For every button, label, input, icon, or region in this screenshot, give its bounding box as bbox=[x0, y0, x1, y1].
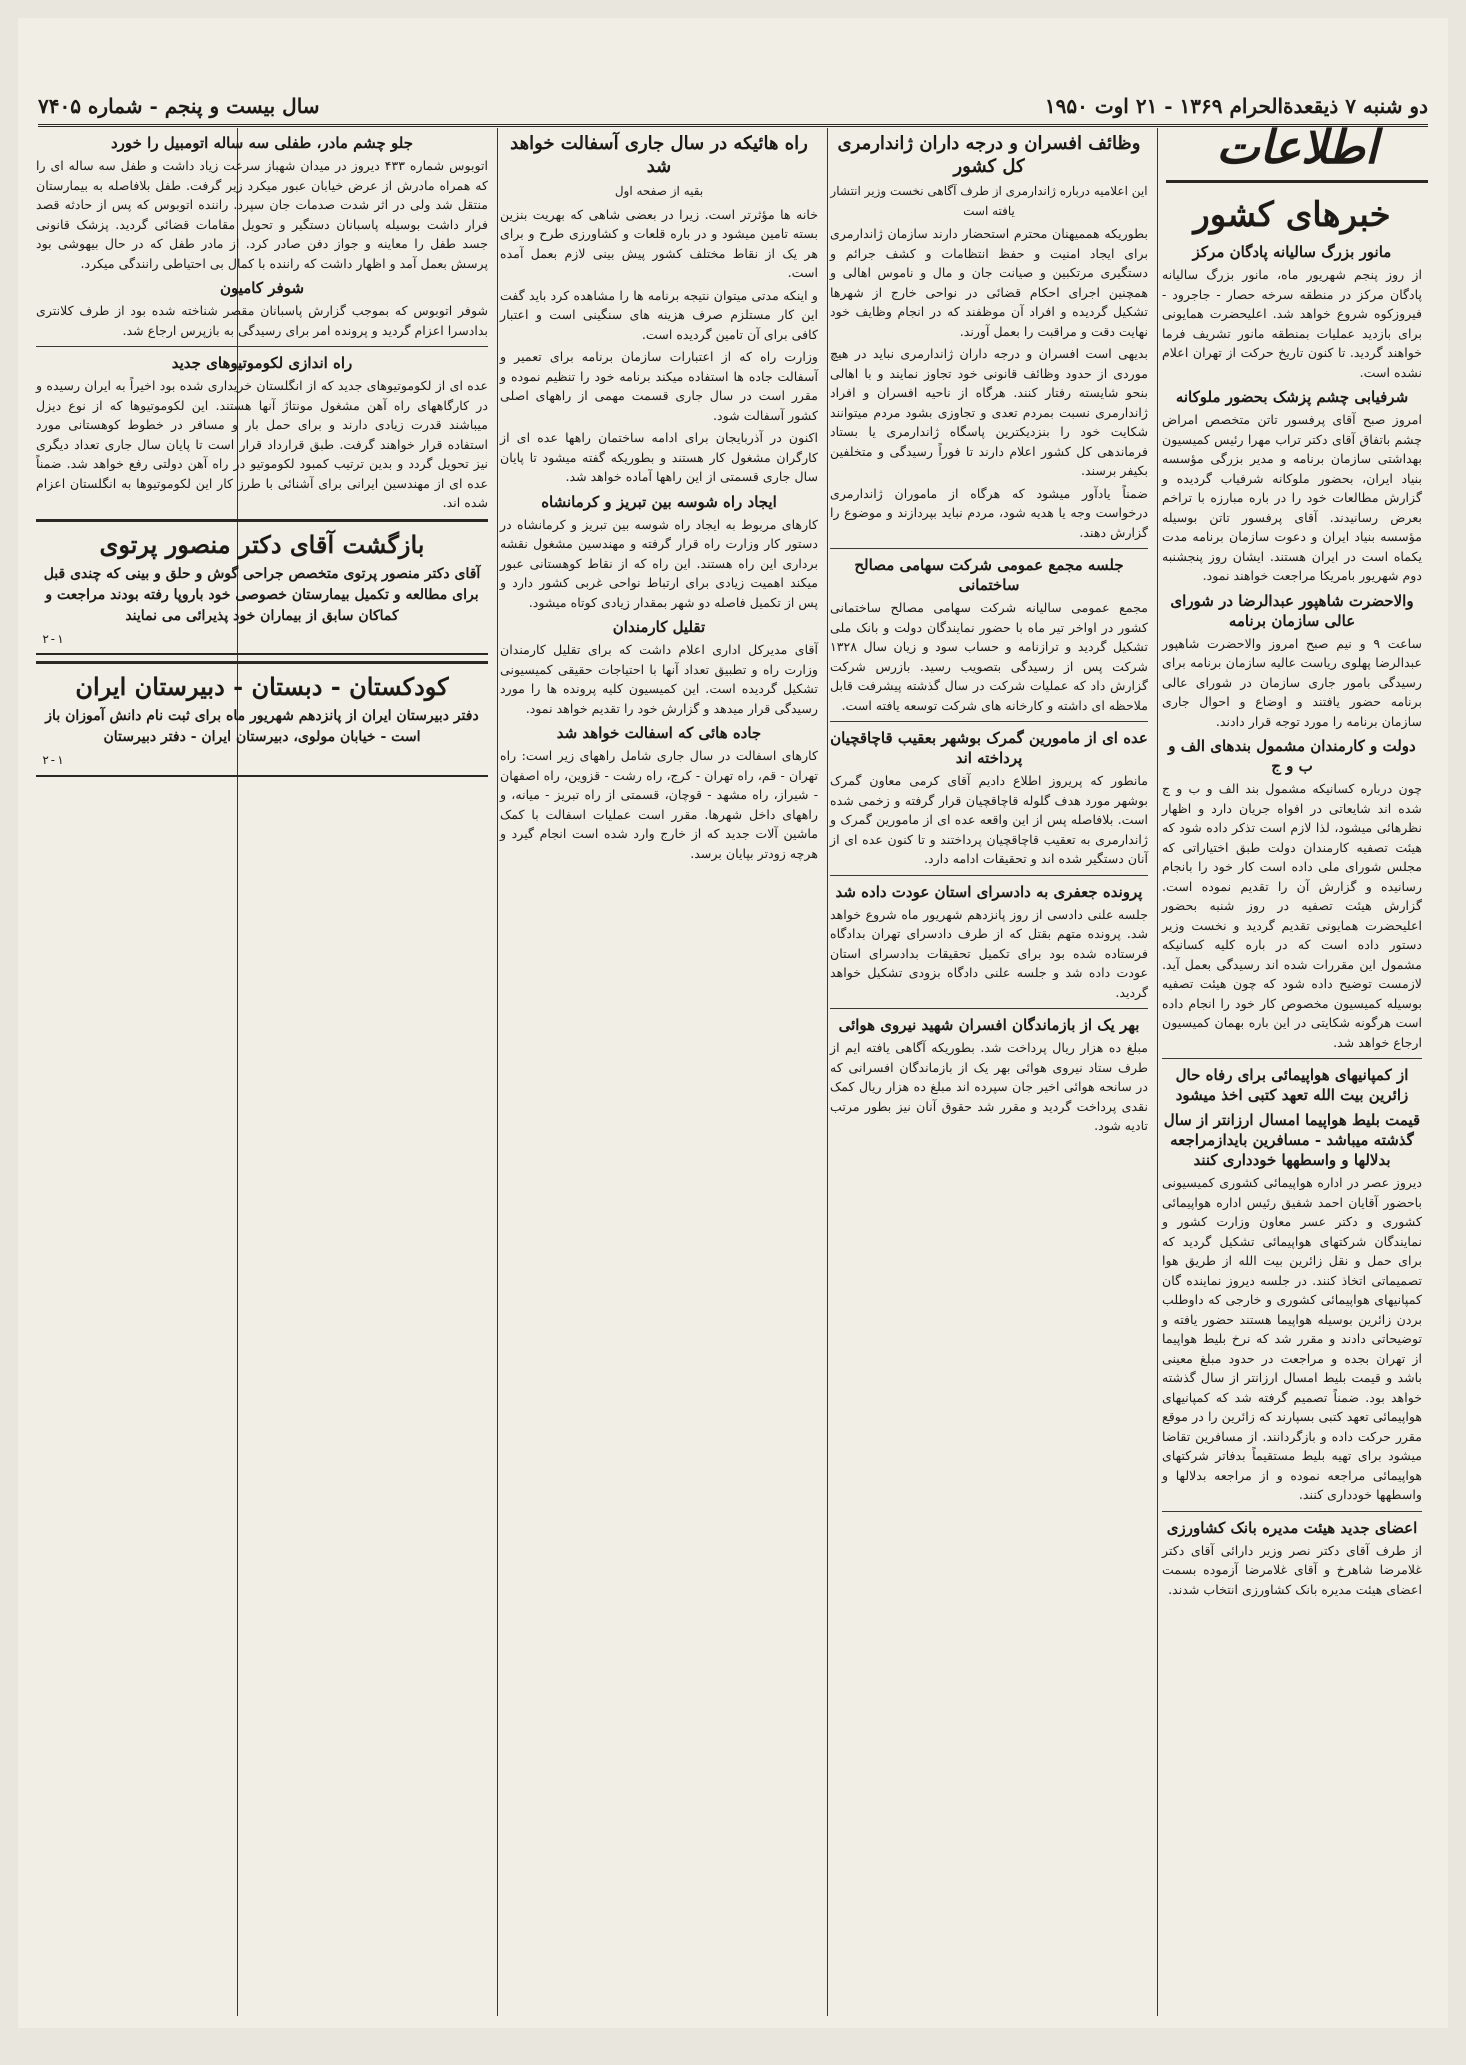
divider bbox=[830, 1008, 1148, 1009]
issue-volume: سال بیست و پنجم - شماره ۷۴۰۵ bbox=[38, 94, 320, 118]
article-title: تقلیل کارمندان bbox=[612, 618, 706, 636]
column-news bbox=[1158, 188, 1426, 2016]
article-paragraph: خانه ها مؤثرتر است. زیرا در بعضی شاهی که بهریت بنزین بسته تامین میشود و در باره قلعات و کشاورزی طرح و برای هر یک از نقاط مختلف کشور پیش بینی لازم بعمل آمده است. bbox=[500, 206, 818, 280]
issue-date: دو شنبه ۷ ذیقعدةالحرام ۱۳۶۹ - ۲۱ اوت ۱۹۵۰ bbox=[1044, 94, 1428, 118]
article-title: مانور بزرگ سالیانه پادگان مرکز bbox=[1192, 243, 1392, 261]
section-heading: خبرهای کشور bbox=[1193, 195, 1391, 235]
article-title: والاحضرت شاهپور عبدالرضا در شورای عالی سازمان برنامه bbox=[1170, 591, 1414, 630]
article-title: جلسه مجمع عمومی شرکت سهامی مصالح ساختمانی bbox=[854, 556, 1124, 594]
article-body: ساعت ۹ و نیم صبح امروز والاحضرت شاهپور عبدالرضا پهلوی ریاست عالیه سازمان برنامه برای رسیدگی بامور جاری سازمان در شورای عالی برنامه حضور یافتند و اوضاع و احوال جاری سازمان برنامه را مورد توجه قرار دادند. bbox=[1162, 635, 1422, 729]
article-body: مبلغ ده هزار ریال پرداخت شد. بطوریکه آگاهی یافته ایم از طرف ستاد نیروی هوائی بهر یک از بازماندگان افسرانی که در سانحه هوائی اخیر جان سپرده اند مبلغ ده هزار ریال کمک نقدی پرداخت گردید و مقرر شد حقوق آنان نیز بطور مرتب تادیه شود. bbox=[830, 1040, 1148, 1133]
article-title: شرفیابی چشم پزشک بحضور ملوکانه bbox=[1175, 388, 1409, 406]
ad-code: ۲-۱ bbox=[42, 753, 64, 767]
divider bbox=[830, 875, 1148, 876]
advertisement-box bbox=[36, 661, 488, 777]
divider bbox=[830, 548, 1148, 549]
ad-body: آقای دکتر منصور پرتوی متخصص جراحی گوش و حلق و بینی که چندی قبل برای مطالعه و تکمیل بیمارستان خصوصی خود باروپا رفته بودند مراجعت و کماکان سابق از بیماران خود پذیرائی می نمایند bbox=[43, 565, 481, 624]
ad-body: دفتر دبیرستان ایران از پانزدهم شهریور ماه برای ثبت نام دانش آموزان باز است - خیابان مولوی، دبیرستان ایران - دفتر دبیرستان bbox=[45, 708, 479, 745]
article-body: آقای مدیرکل اداری اعلام داشت که برای تقلیل کارمندان وزارت راه و تطبیق تعداد آنها با احتیاجات حقیقی کمیسیونی تشکیل گردیده است. این کمیسیون کلیه پرونده ها را مورد رسیدگی قرار میدهد و گزارش خود را تقدیم خواهد نمود. bbox=[500, 642, 818, 716]
article-paragraph: بدیهی است افسران و درجه داران ژاندارمری نباید در هیچ موردی از حدود وظائف قانونی خود تجاوز نمایند و با اهالی بنحو شایسته رفتار کنند. هرگاه از ناحیه افسران و افراد ژاندارمری نسبت بمردم تعدی و تجاوزی بشود مردم میتوانند شکایت خود را بنزدیکترین پاسگاه ژاندارمری یا بستاد فرماندهی کل کشور اعلام دارند تا فوراً رسیدگی و متخلفین بکیفر برسند. bbox=[830, 346, 1148, 478]
article-headline: راه هائیکه در سال جاری آسفالت خواهد شد bbox=[510, 133, 808, 177]
article-subheading: این اعلامیه درباره ژاندارمری از طرف آگاهی نخست وزیر انتشار یافته است bbox=[830, 184, 1148, 218]
article-body: دیروز عصر در اداره هواپیمائی کشوری کمیسیونی باحضور آقایان احمد شفیق رئیس اداره هواپیمائی کشوری و دکتر عسر معاون وزارت کشور و نمایندگان شرکتهای هواپیمائی تشکیل گردید که برای حمل و نقل زائرین بیت الله از طریق هوا تصمیماتی اتخاذ کنند. در جلسه دیروز نماینده گان کمپانیهای هواپیمائی کشوری و خارجی که داوطلب بردن زائرین بوسیله هواپیما هستند حضور یافته و توضیحاتی دادند و مقرر شد که نرخ بلیط هواپیما از تهران بجده و مراجعت در حدود مبلغ معینی باشد و قیمت بلیط امسال ارزانتر از سال گذشته خواهد بود. ضمناً تصمیم گرفته شد که کمپانیهای هواپیمائی تعهد کتبی بسپارند که زائرین را در موقع مقرر حرکت داده و بازگردانند. از مسافرین تقاضا میشود برای تهیه بلیط مستقیماً بدفاتر شرکتهای هواپیمائی مراجعه نموده و از مراجعه بدلالها و واسطهها خودداری کنند. bbox=[1162, 1175, 1422, 1502]
article-paragraph: وزارت راه که از اعتبارات سازمان برنامه برای تعمیر و آسفالت جاده ها استفاده میکند برنامه خود را تنظیم نموده و مقرر است در سال جاری قسمت مهمی از راههای اصلی کشور آسفالت شود. bbox=[500, 349, 818, 423]
article-body: مانطور که پریروز اطلاع دادیم آقای کرمی معاون گمرک بوشهر مورد هدف گلوله قاچاقچیان قرار گرفته و زخمی شده است. بلافاصله پس از این واقعه عده ای از مامورین گمرک و ژاندارمری به تعقیب قاچاقچیان پرداختند و تا کنون عده ای از آنان دستگیر شده اند و تحقیقات ادامه دارد. bbox=[830, 773, 1148, 866]
column-roads bbox=[496, 128, 822, 2016]
article-title: پرونده جعفری به دادسرای استان عودت داده شد bbox=[835, 882, 1143, 901]
article-title: دولت و کارمندان مشمول بندهای الف و ب و ج bbox=[1168, 737, 1416, 775]
article-title: راه اندازی لکوموتیوهای جدید bbox=[171, 354, 353, 372]
ad-title: بازگشت آقای دکتر منصور پرتوی bbox=[99, 529, 425, 559]
column-gendarmerie bbox=[826, 128, 1152, 2016]
divider bbox=[36, 346, 488, 347]
article-title: شوفر کامیون bbox=[219, 279, 305, 297]
article-body: کارهای مربوط به ایجاد راه شوسه بین تبریز و کرمانشاه در دستور کار وزارت راه قرار گرفته و مهندسین مشغول نقشه برداری این راه هستند. این راه که از نقاط کوهستانی عبور میکند اهمیت زیادی برای ارتباط نواحی غربی کشور دارد و پس از تکمیل فاصله دو شهر بمقدار زیادی کوتاه میشود. bbox=[500, 516, 818, 610]
article-body: کارهای اسفالت در سال جاری شامل راههای زیر است: راه تهران - قم، راه تهران - کرج، راه رشت - قزوین، راه اصفهان - شیراز، راه مشهد - قوچان، قسمتی از راه تبریز - میانه، و راههای داخل شهرها. مقرر است عملیات اسفالت با کمک ماشین آلات جدید که از خارج وارد شده است انجام گیرد و هرچه زودتر بپایان برسد. bbox=[500, 748, 818, 861]
article-headline: قیمت بلیط هواپیما امسال ارزانتر از سال گذشته میباشد - مسافرین بایدازمراجعه بدلالها و واسطهها خودداری کنند bbox=[1163, 1111, 1421, 1169]
newspaper-masthead: اطلاعات bbox=[1166, 114, 1428, 183]
article-body: جلسه علنی دادسی از روز پانزدهم شهریور ماه شروع خواهد شد. پرونده متهم بقتل که از طرف دادسرای تهران بدادگاه فرستاده شده بود برای تکمیل تحقیقات بدادسرای استان عودت داده شد و جلسه علنی دادگاه بزودی تشکیل خواهد گردید. bbox=[830, 906, 1148, 1000]
continued-note: بقیه از صفحه اول bbox=[614, 184, 704, 198]
ad-code: ۲-۱ bbox=[42, 631, 64, 646]
ad-title: کودکستان - دبستان - دبیرستان ایران bbox=[75, 672, 449, 701]
article-body: مجمع عمومی سالیانه شرکت سهامی مصالح ساختمانی کشور در اواخر تیر ماه با حضور نمایندگان دولت و بانک ملی تشکیل گردید و ترازنامه و حساب سود و زیان سال ۱۳۲۸ شرکت پس از رسیدگی بتصویب رسید. بازرس شرکت گزارش داد که عملیات شرکت در سال گذشته پیشرفت قابل ملاحظه ای داشته و کارخانه های شرکت توسعه یافته است. bbox=[830, 600, 1148, 713]
article-paragraph: ضمناً یادآور میشود که هرگاه از ماموران ژاندارمری درخواست وجه یا هدیه شود، مردم نباید بپردازند و موضوع را گزارش دهند. bbox=[830, 485, 1148, 540]
article-title: بهر یک از بازماندگان افسران شهید نیروی هوائی bbox=[838, 1016, 1140, 1034]
article-body: از روز پنجم شهریور ماه، مانور بزرگ سالیانه پادگان مرکز در منطقه سرخه حصار - جاجرود - فیروزکوه شروع خواهد شد. اعلیحضرت همایونی برای بازدید عملیات بمنطقه مانور تشریف فرما خواهند گردید. تا کنون تاریخ حرکت از تهران اعلام نشده است. bbox=[1162, 267, 1422, 380]
divider bbox=[1162, 1511, 1422, 1512]
article-body: از طرف آقای دکتر نصر وزیر دارائی آقای دکتر غلامرضا شاهرخ و آقای غلامرضا آزموده بسمت اعضای هیئت مدیره بانک کشاورزی انتخاب شدند. bbox=[1162, 1542, 1422, 1597]
article-paragraph: اکنون در آذربایجان برای ادامه ساختمان راهها عده ای از کارگران مشغول کار هستند و بطوریکه گفته میشود تا پایان سال جاری قسمتی از این راهها آماده خواهد شد. bbox=[500, 430, 818, 484]
article-title: ایجاد راه شوسه بین تبریز و کرمانشاه bbox=[541, 492, 777, 511]
article-title: جاده هائی که اسفالت خواهد شد bbox=[556, 724, 762, 742]
column-misc bbox=[32, 128, 492, 2016]
article-title: عده ای از مامورین گمرک بوشهر بعقیب قاچاقچیان پرداخته اند bbox=[830, 729, 1148, 767]
article-body: چون درباره کسانیکه مشمول بند الف و ب و ج شده اند شایعاتی در افواه جریان دارد و اظهار نظرهائی میشود، لذا لازم است تذکر داده شود که هیئت تصفیه کارمندان دولت طبق اختیاراتی که مجلس شورای ملی داده است کار خود را بانجام رسانیده و گزارش آن را تقدیم نموده است. گزارش هیئت تصفیه در روز شنبه بحضور اعلیحضرت همایونی تقدیم گردید و نخست وزیر دستور داده است که در باره کلیه کسانیکه مشمول این مقررات شده اند رسیدگی بعمل آید. لازمست توضیح داده شود که چون هیئت تصفیه بوسیله کمیسیون مخصوص کار خود را انجام داده است هرگونه شکایتی در این باره بهمان کمیسیون ارجاع خواهد شد. bbox=[1162, 781, 1422, 1050]
newspaper-page bbox=[18, 18, 1448, 2028]
article-body: عده ای از لکوموتیوهای جدید که از انگلستان خریداری شده بود اخیراً به ایران رسیده و در کارگاههای راه آهن مشغول مونتاژ آنها هستند. این لکوموتیوها که از نوع دیزل میباشند قدرت زیادی دارند و برای حمل بار و مسافر در خطوط کوهستانی مورد استفاده قرار خواهند گرفت. طبق قرارداد قرار است تا پایان سال جاری تعداد دیگری نیز تحویل گردد و بدین ترتیب کمبود لکوموتیو در راه آهن دولتی رفع خواهد شد. ضمناً عده ای از مهندسین ایرانی برای آشنائی با طرز کار این لکوموتیوها به انگلستان اعزام شده اند. bbox=[36, 378, 488, 510]
article-body: امروز صبح آقای پرفسور تاتن متخصص امراض چشم باتفاق آقای دکتر تراب مهرا رئیس کمیسیون بهداشتی سازمان برنامه و مدیر بزرگی مؤسسه بنیاد ایران، بحضور ملوکانه شرفیاب گردیده و گزارش مطالعات خود را در باره مبارزه با تراخم بعرض رسانیدند. آقای پرفسور تاتن بوسیله مؤسسه بنیاد ایران و دعوت سازمان برنامه مدت یکماه است در ایران هستند. ایشان روز پنجشنبه دوم شهریور بامریکا مراجعت خواهند نمود. bbox=[1162, 412, 1422, 583]
divider bbox=[830, 721, 1148, 722]
article-headline: وظائف افسران و درجه داران ژاندارمری کل کشور bbox=[837, 133, 1141, 177]
divider bbox=[1162, 1058, 1422, 1059]
article-paragraph: بطوریکه هممیهنان محترم استحضار دارند سازمان ژاندارمری برای ایجاد امنیت و حفظ انتظامات و کشف جرائم و دستگیری مرتکبین و صیانت جان و مال و ناموس اهالی و همچنین اجرای احکام قضائی در نواحی خارج از شهرها تشکیل گردیده و افراد آن موظفند که در انجام وظایف خود نهایت دقت و مراقبت را بعمل آورند. bbox=[830, 226, 1148, 339]
article-paragraph: و اینکه مدتی میتوان نتیجه برنامه ها را مشاهده کرد باید گفت این کار مستلزم صرف هزینه های سنگینی است و اعتبار کافی برای آن تامین گردیده است. bbox=[500, 287, 818, 342]
article-title: از کمپانیهای هواپیمائی برای رفاه حال زائرین بیت الله تعهد کتبی اخذ میشود bbox=[1175, 1066, 1409, 1104]
article-body: اتوبوس شماره ۴۳۳ دیروز در میدان شهباز سرعت زیاد داشت و طفل سه ساله ای را که همراه مادرش از عرض خیابان عبور میکرد زیر گرفت. طفل بلافاصله به بیمارستان منتقل شد ولی در اثر شدت صدمات جان سپرد. راننده اتوبوس که پس از حادثه قصد فرار داشت بوسیله پاسبانان دستگیر و تحویل مقامات قضائی گردید. پزشک قانونی جسد طفل را معاینه و جواز دفن صادر کرد. از مادر طفل که در حال بیهوشی بود پرسش بعمل آمد و اظهار داشت که راننده با کمال بی احتیاطی رانندگی میکرد. bbox=[36, 158, 488, 271]
article-title: اعضای جدید هیئت مدیره بانک کشاورزی bbox=[1166, 1518, 1418, 1537]
article-title: جلو چشم مادر، طفلی سه ساله اتومبیل را خورد bbox=[110, 134, 414, 152]
advertisement-box bbox=[36, 519, 488, 656]
article-body: شوفر اتوبوس که بموجب گزارش پاسبانان مقصر شناخته شده بود از طرف کلانتری بدادسرا اعزام گردید و پرونده امر برای رسیدگی به بازپرس ارجاع شد. bbox=[36, 303, 488, 338]
